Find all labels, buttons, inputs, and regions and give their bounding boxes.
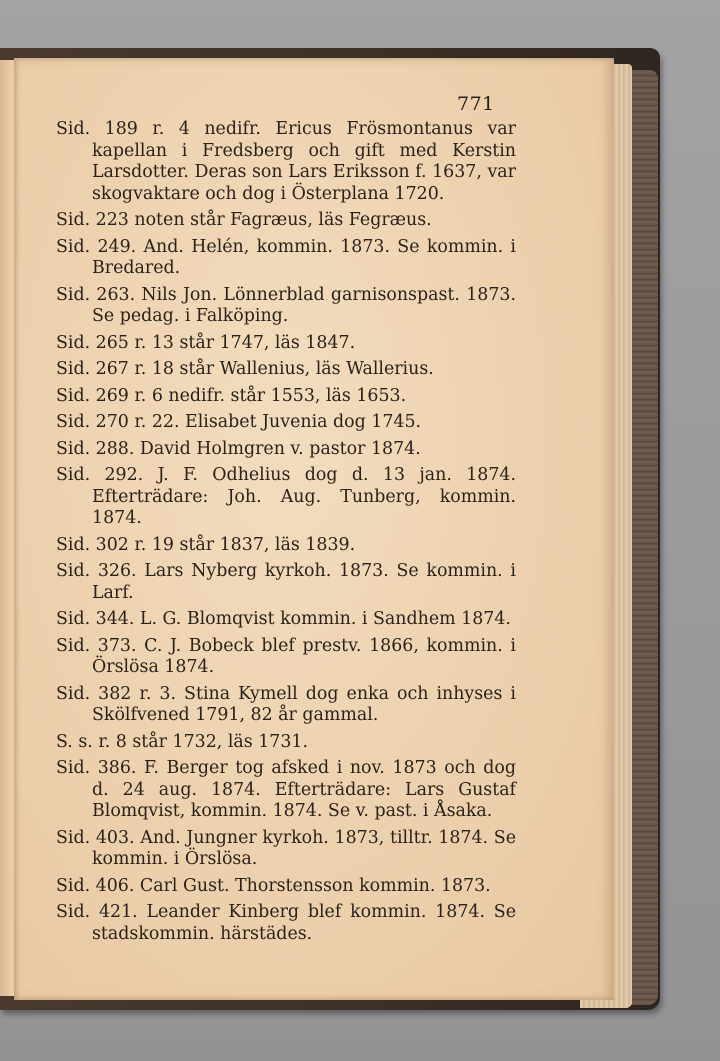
entry-text: Sid. 267 r. 18 står Wallenius, läs Wallerius. — [56, 359, 434, 379]
entry-text: Sid. 292. J. F. Odhelius dog d. 13 jan. 1874. Efterträdare: Joh. Aug. Tunberg, kommin. 1874. — [56, 465, 516, 528]
entry-17 — [56, 758, 516, 823]
entry-15 — [56, 684, 516, 727]
entry-3 — [56, 237, 516, 280]
corrections-list — [56, 119, 516, 950]
entry-text: Sid. 421. Leander Kinberg blef kommin. 1874. Se stadskommin. härstädes. — [56, 902, 516, 944]
entry-text: Sid. 386. F. Berger tog afsked i nov. 1873 och dog d. 24 aug. 1874. Efterträdare: Lars Gustaf Blomqvist, kommin. 1874. Se v. past. i Åsaka. — [56, 758, 516, 821]
entry-13 — [56, 609, 516, 631]
entry-10 — [56, 465, 516, 530]
entry-text: Sid. 269 r. 6 nedifr. står 1553, läs 1653. — [56, 385, 407, 406]
entry-14 — [56, 636, 516, 679]
entry-text: Sid. 373. C. J. Bobeck blef prestv. 1866, kommin. i Örslösa 1874. — [56, 635, 516, 677]
entry-12 — [56, 561, 516, 604]
entry-1 — [56, 119, 516, 205]
page-number: 771 — [457, 93, 495, 115]
entry-text: Sid. 249. And. Helén, kommin. 1873. Se kommin. i Bredared. — [56, 236, 516, 278]
entry-text: Sid. 403. And. Jungner kyrkoh. 1873, tilltr. 1874. Se kommin. i Örslösa. — [56, 827, 516, 869]
entry-16 — [56, 732, 516, 754]
entry-text: Sid. 263. Nils Jon. Lönnerblad garnisonspast. 1873. Se pedag. i Falköping. — [56, 284, 516, 326]
entry-text: Sid. 265 r. 13 står 1747, läs 1847. — [56, 332, 356, 353]
entry-18 — [56, 828, 516, 871]
entry-19 — [56, 876, 516, 898]
entry-2 — [56, 210, 516, 232]
entry-text: Sid. 288. David Holmgren v. pastor 1874. — [56, 438, 421, 459]
entry-text: Sid. 406. Carl Gust. Thorstensson kommin. 1873. — [56, 875, 491, 896]
entry-text: Sid. 189 r. 4 nedifr. Ericus Frösmontanus var kapellan i Fredsberg och gift med Kerstin Larsdotter. Deras son Lars Eriksson f. 1637, var skogvaktare och dog i Österplana 1720. — [56, 119, 516, 204]
entry-text: Sid. 223 noten står Fagræus, läs Fegræus. — [56, 210, 432, 230]
entry-text: S. s. r. 8 står 1732, läs 1731. — [56, 731, 308, 752]
entry-text: Sid. 270 r. 22. Elisabet Juvenia dog 1745. — [56, 412, 422, 432]
entry-4 — [56, 285, 516, 328]
entry-text: Sid. 302 r. 19 står 1837, läs 1839. — [56, 534, 356, 555]
entry-7 — [56, 386, 516, 408]
entry-6 — [56, 359, 516, 381]
entry-text: Sid. 382 r. 3. Stina Kymell dog enka och inhyses i Skölfvened 1791, 82 år gammal. — [56, 683, 516, 725]
entry-20 — [56, 902, 516, 945]
entry-text: Sid. 326. Lars Nyberg kyrkoh. 1873. Se kommin. i Larf. — [56, 561, 516, 603]
entry-8 — [56, 412, 516, 434]
entry-5 — [56, 333, 516, 355]
entry-11 — [56, 535, 516, 557]
entry-text: Sid. 344. L. G. Blomqvist kommin. i Sandhem 1874. — [56, 609, 511, 629]
cover-edge — [628, 70, 658, 1005]
entry-9 — [56, 439, 516, 461]
